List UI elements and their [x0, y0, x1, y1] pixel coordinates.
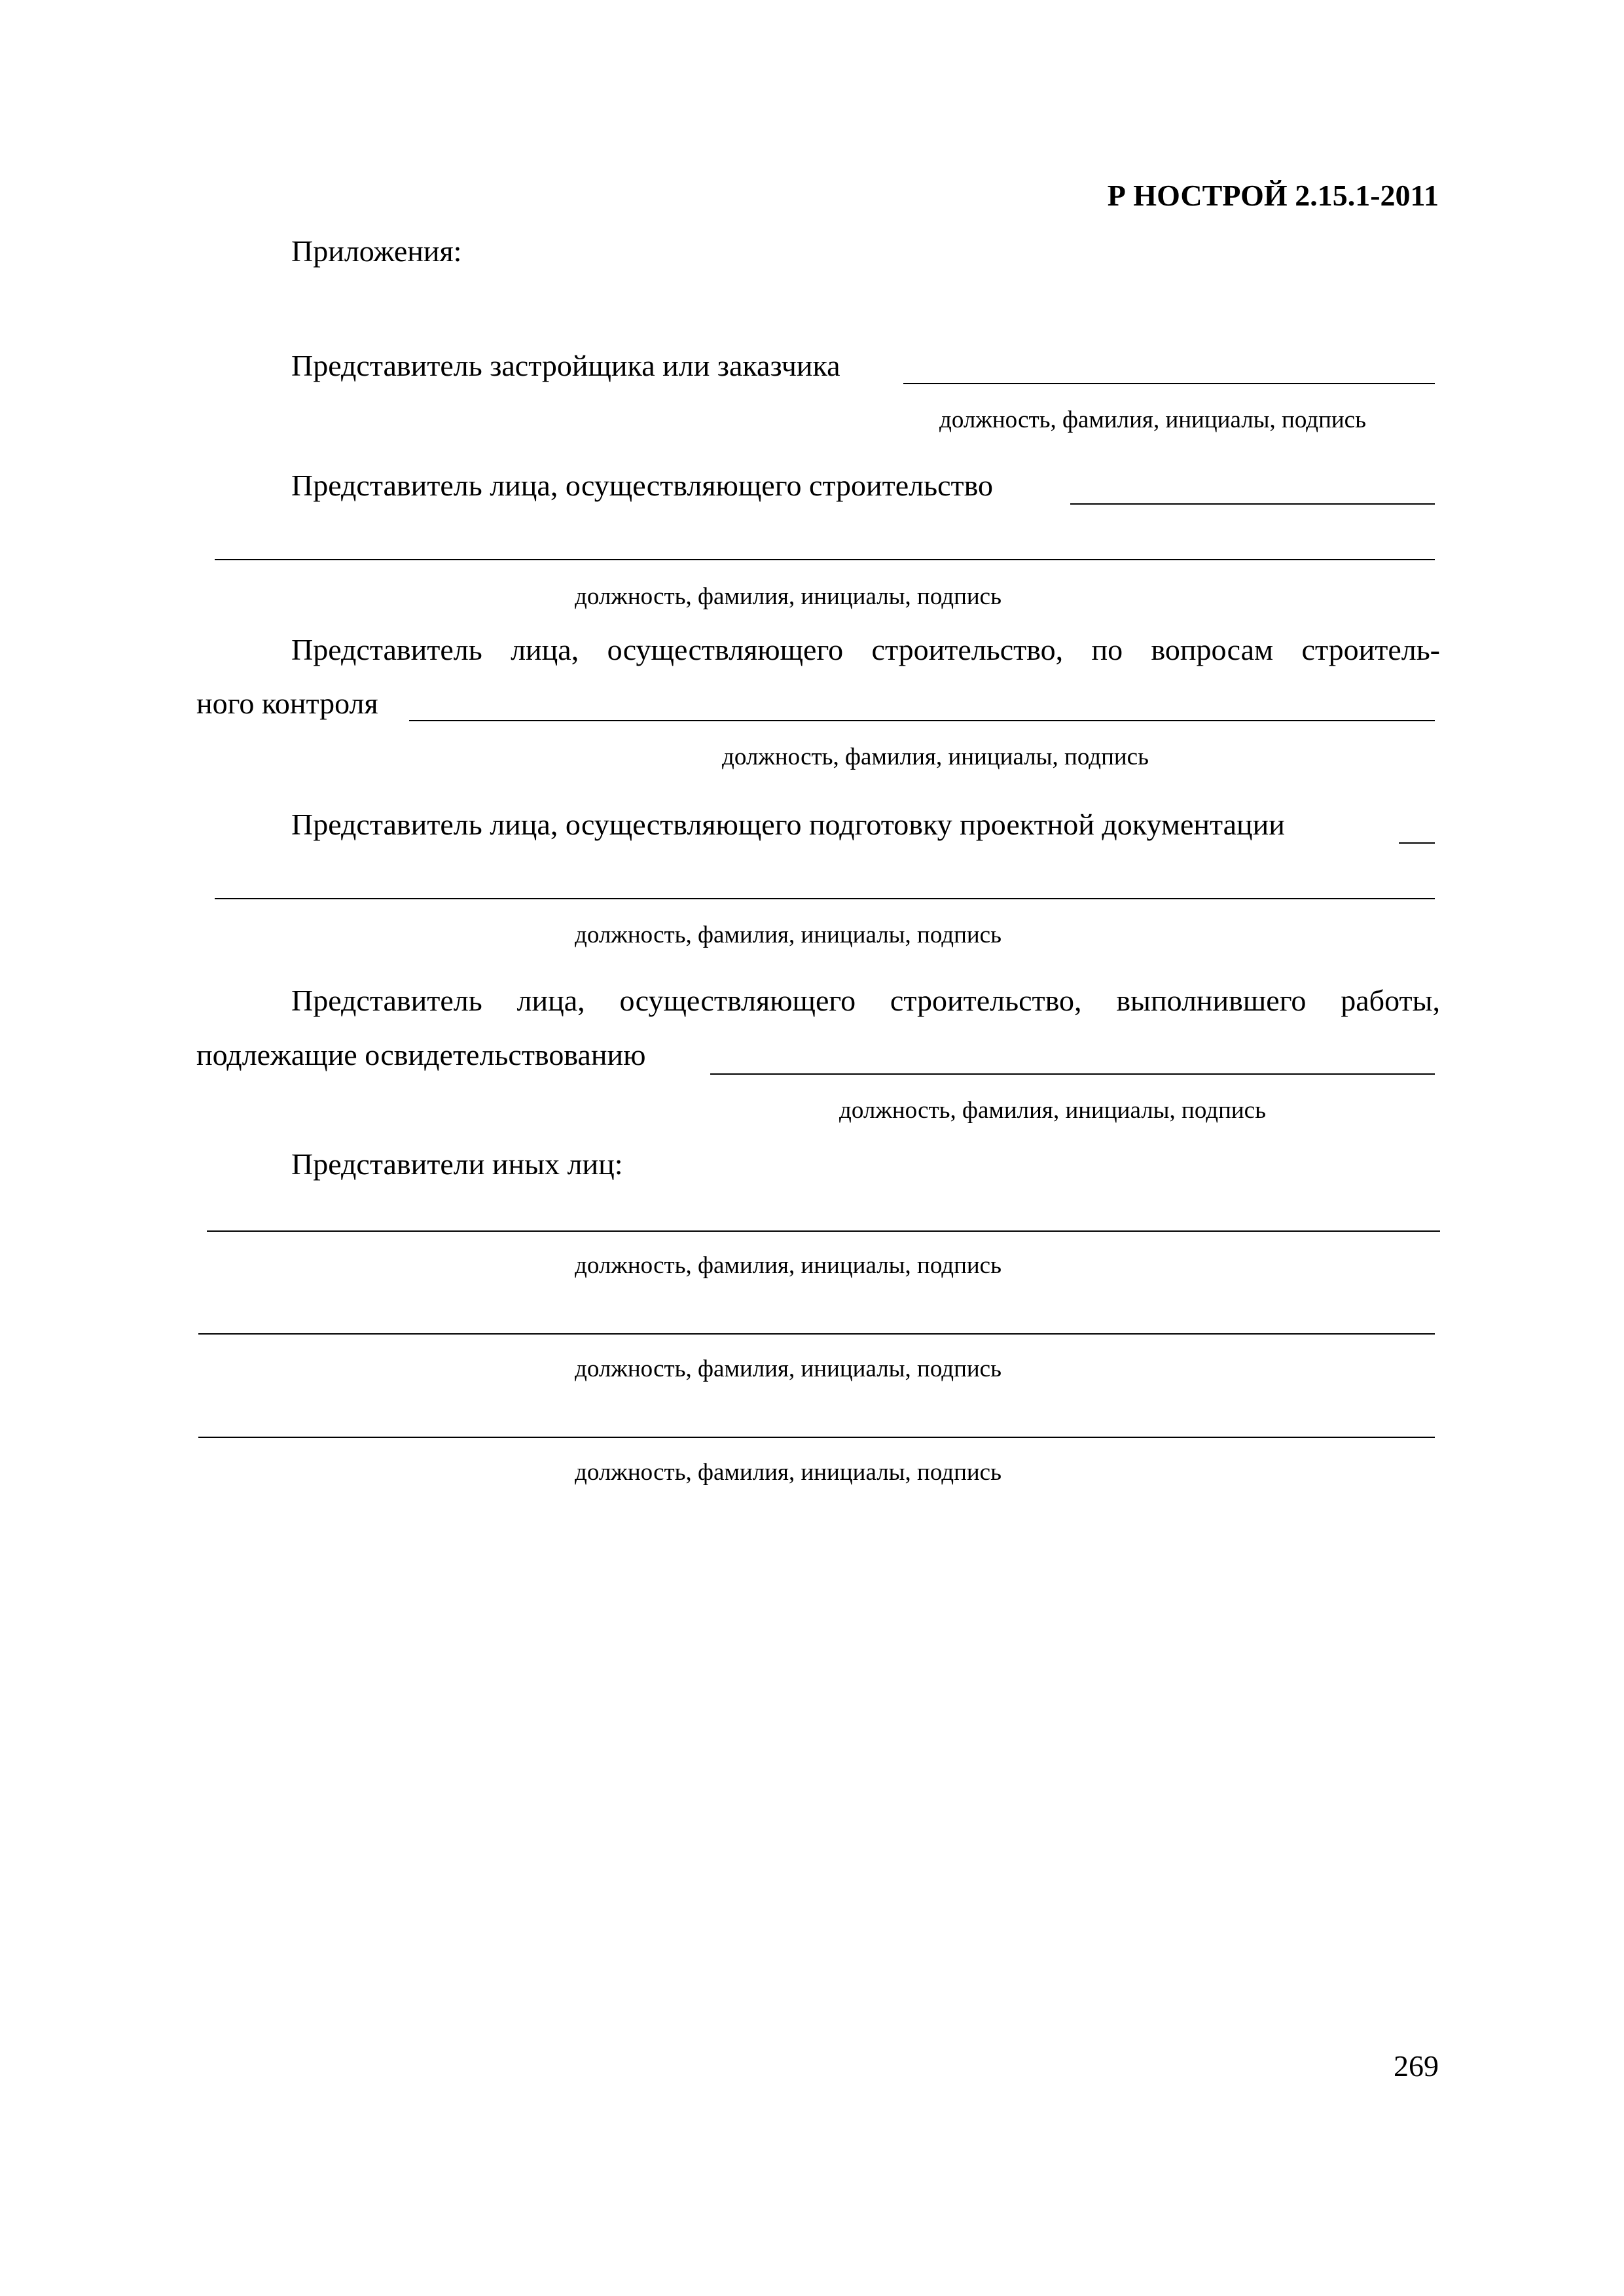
rep-works-label-line2: подлежащие освидетельствованию — [196, 1038, 646, 1071]
signature-line-developer[interactable] — [903, 383, 1435, 384]
signature-caption-other-1: должность, фамилия, инициалы, подпись — [575, 1252, 1001, 1279]
signature-line-builder-short[interactable] — [1070, 503, 1435, 505]
page-number: 269 — [1394, 2049, 1439, 2083]
signature-caption-works: должность, фамилия, инициалы, подпись — [839, 1097, 1266, 1124]
rep-works-label-line1: Представитель лица, осуществляющего строительство, выполнившего работы, — [291, 984, 1440, 1017]
rep-design-label: Представитель лица, осуществляющего подготовку проектной документации — [291, 808, 1285, 841]
signature-line-design-full[interactable] — [215, 898, 1435, 899]
signature-caption-design: должность, фамилия, инициалы, подпись — [575, 922, 1001, 948]
rep-control-label-line2: ного контроля — [196, 687, 378, 720]
rep-control-label-line1: Представитель лица, осуществляющего строительство, по вопросам строитель- — [291, 633, 1440, 666]
signature-line-other-2[interactable] — [198, 1333, 1435, 1335]
signature-caption-builder: должность, фамилия, инициалы, подпись — [575, 583, 1001, 610]
attachments-label: Приложения: — [291, 234, 462, 268]
signature-line-other-3[interactable] — [198, 1437, 1435, 1438]
signature-caption-other-3: должность, фамилия, инициалы, подпись — [575, 1459, 1001, 1486]
rep-builder-label: Представитель лица, осуществляющего строительство — [291, 469, 994, 502]
document-code: Р НОСТРОЙ 2.15.1-2011 — [1107, 179, 1439, 212]
signature-line-control[interactable] — [409, 720, 1435, 721]
signature-line-other-1[interactable] — [207, 1230, 1440, 1232]
signature-caption-control: должность, фамилия, инициалы, подпись — [722, 744, 1149, 770]
signature-line-works[interactable] — [710, 1073, 1435, 1075]
signature-caption-developer: должность, фамилия, инициалы, подпись — [939, 406, 1366, 433]
signature-line-design-short[interactable] — [1399, 842, 1435, 844]
rep-others-label: Представители иных лиц: — [291, 1147, 623, 1181]
rep-developer-label: Представитель застройщика или заказчика — [291, 349, 840, 382]
signature-line-builder-full[interactable] — [215, 559, 1435, 560]
signature-caption-other-2: должность, фамилия, инициалы, подпись — [575, 1355, 1001, 1382]
